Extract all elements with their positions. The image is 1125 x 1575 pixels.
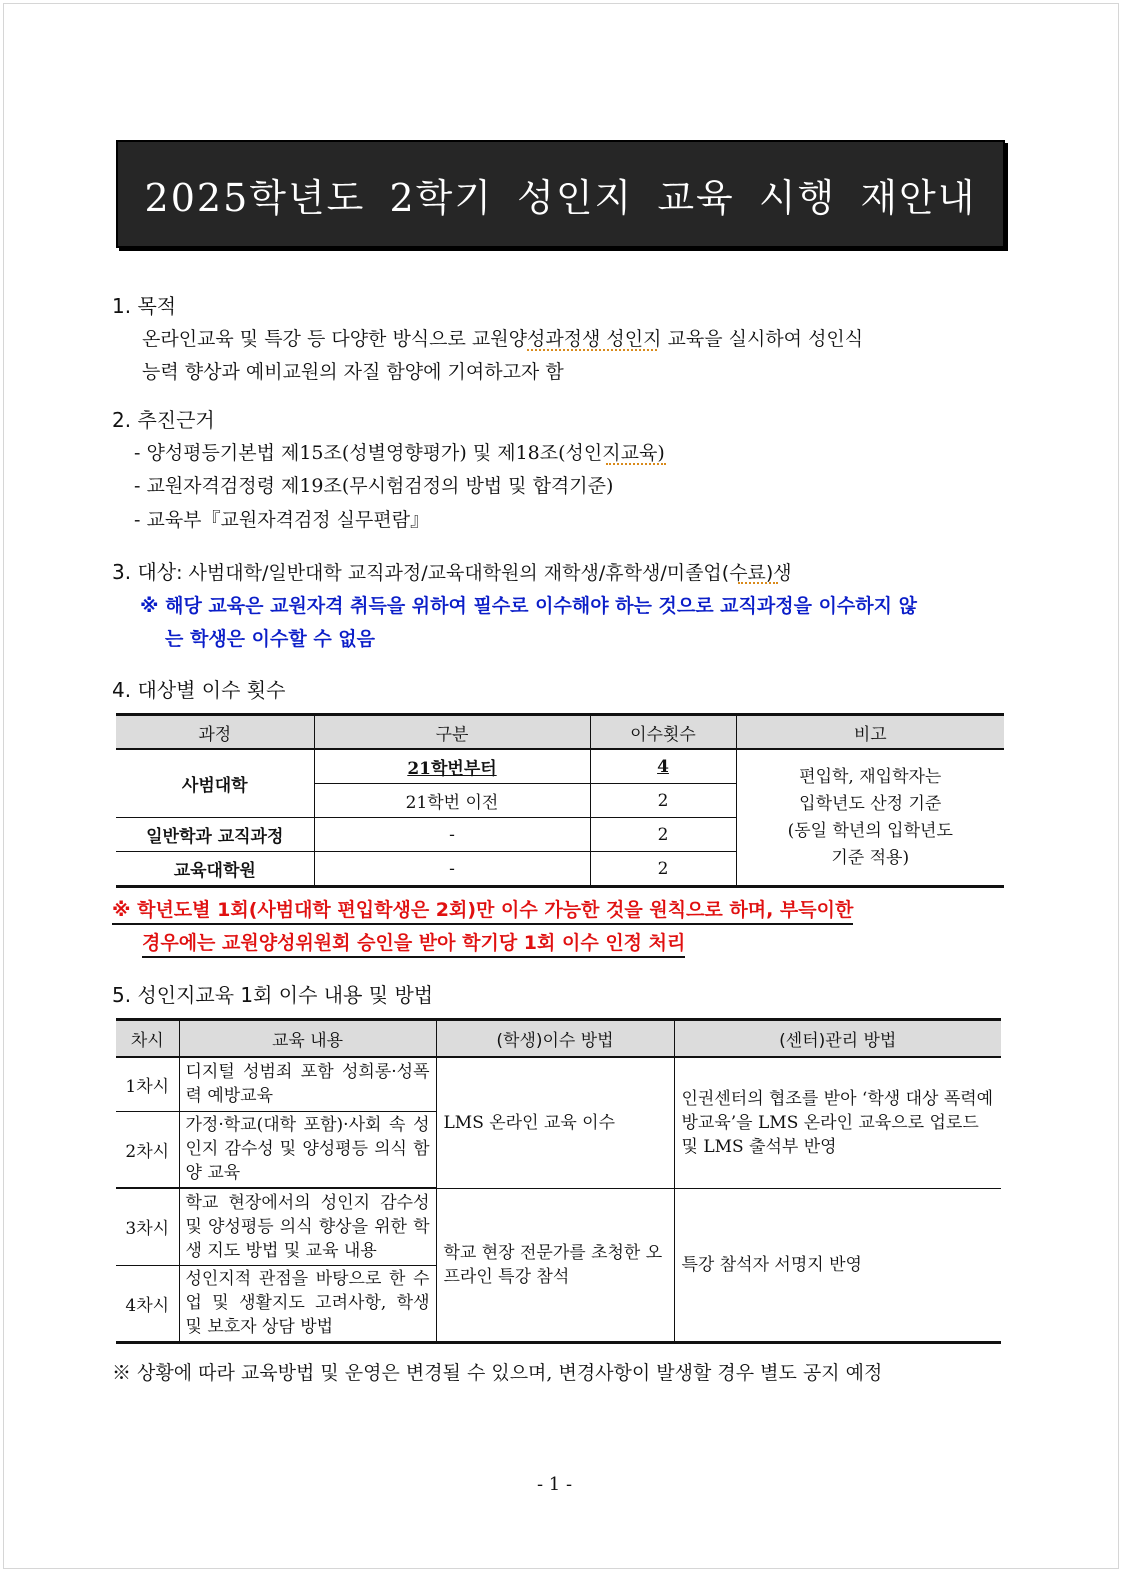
count-underlined: 4	[657, 756, 669, 777]
category-cell: 21학번 이전	[314, 784, 590, 818]
session-cell: 4차시	[116, 1265, 179, 1342]
spellcheck-underline	[606, 460, 666, 465]
center-method-cell: 특강 참석자 서명지 반영	[674, 1188, 1001, 1342]
session-cell: 3차시	[116, 1188, 179, 1265]
section3-label: 3. 대상	[112, 560, 177, 584]
course-cell: 사범대학	[116, 749, 314, 818]
completion-count-table	[116, 713, 1004, 888]
header-center-method: (센터)관리 방법	[674, 1020, 1001, 1058]
student-method-cell: LMS 온라인 교육 이수	[436, 1057, 674, 1188]
header-session: 차시	[116, 1020, 179, 1058]
spellcheck-underline	[527, 346, 657, 351]
section4-note-text1: ※ 학년도별 1회(사범대학 편입학생은 2회)만 이수 가능한 것을 원칙으로 하며, 부득이한	[112, 899, 853, 925]
header-content: 교육 내용	[179, 1020, 436, 1058]
category-underlined: 21학번부터	[407, 759, 497, 779]
section3-heading	[112, 556, 792, 585]
session-cell: 2차시	[116, 1111, 179, 1188]
table-row	[116, 749, 1004, 784]
content-cell: 학교 현장에서의 성인지 감수성 및 양성평등 의식 향상을 위한 학생 지도 방법 및 교육 내용	[179, 1188, 436, 1265]
remark-cell	[736, 749, 1004, 887]
count-cell: 2	[590, 784, 736, 818]
table-row	[116, 1057, 1001, 1111]
section4-heading: 4. 대상별 이수 횟수	[112, 678, 286, 702]
table-row	[116, 1188, 1001, 1265]
content-cell: 가정·학교(대학 포함)·사회 속 성인지 감수성 및 양성평등 의식 함양 교육	[179, 1111, 436, 1188]
course-cell: 교육대학원	[116, 852, 314, 887]
header-course: 과정	[116, 715, 314, 750]
remark-line: 입학년도 산정 기준	[799, 793, 942, 814]
category-cell: -	[314, 852, 590, 887]
table-header-row	[116, 1020, 1001, 1058]
remark-line: 편입학, 재입학자는	[799, 766, 942, 787]
section3-note-line1: ※ 해당 교육은 교원자격 취득을 위하여 필수로 이수해야 하는 것으로 교직과정을 이수하지 않	[140, 595, 917, 617]
content-cell: 디지털 성범죄 포함 성희롱·성폭력 예방교육	[179, 1057, 436, 1111]
page-number: - 1 -	[537, 1474, 573, 1495]
document-title: 2025학년도 2학기 성인지 교육 시행 재안내	[144, 175, 977, 220]
section5-heading: 5. 성인지교육 1회 이수 내용 및 방법	[112, 983, 434, 1007]
spellcheck-underline	[738, 579, 778, 584]
course-cell: 일반학과 교직과정	[116, 818, 314, 852]
category-cell: -	[314, 818, 590, 852]
section2-heading: 2. 추진근거	[112, 408, 215, 432]
section1-line2: 능력 향상과 예비교원의 자질 함양에 기여하고자 함	[142, 361, 564, 383]
table-header-row	[116, 715, 1004, 750]
header-count: 이수횟수	[590, 715, 736, 750]
header-student-method: (학생)이수 방법	[436, 1020, 674, 1058]
remark-line: (동일 학년의 입학년도	[787, 820, 953, 841]
section4-note-line2	[142, 928, 685, 955]
header-remark: 비고	[736, 715, 1004, 750]
student-method-cell: 학교 현장 전문가를 초청한 오프라인 특강 참석	[436, 1188, 674, 1342]
section2-item-1: - 양성평등기본법 제15조(성별영향평가) 및 제18조(성인지교육)	[134, 442, 665, 464]
header-category: 구분	[314, 715, 590, 750]
remark-line: 기준 적용)	[831, 847, 910, 868]
section1-heading: 1. 목적	[112, 294, 177, 318]
section2-item-2: - 교원자격검정령 제19조(무시험검정의 방법 및 합격기준)	[134, 475, 614, 497]
count-cell: 2	[590, 818, 736, 852]
section4-note-line1	[112, 895, 853, 922]
section2-item-3: - 교육부『교원자격검정 실무편람』	[134, 509, 430, 531]
title-box	[116, 140, 1005, 248]
footer-note: ※ 상황에 따라 교육방법 및 운영은 변경될 수 있으며, 변경사항이 발생할 경우 별도 공지 예정	[112, 1362, 883, 1384]
section1-line1: 온라인교육 및 특강 등 다양한 방식으로 교원양성과정생 성인지 교육을 실시하여 성인식	[142, 328, 864, 350]
education-method-table	[116, 1018, 1001, 1344]
section3-note-line2: 는 학생은 이수할 수 없음	[165, 628, 375, 650]
section4-note-text2: 경우에는 교원양성위원회 승인을 받아 학기당 1회 이수 인정 처리	[142, 932, 685, 958]
count-cell	[590, 749, 736, 784]
count-cell: 2	[590, 852, 736, 887]
session-cell: 1차시	[116, 1057, 179, 1111]
content-cell: 성인지적 관점을 바탕으로 한 수업 및 생활지도 고려사항, 학생 및 보호자 상담 방법	[179, 1265, 436, 1342]
category-cell	[314, 749, 590, 784]
center-method-cell: 인권센터의 협조를 받아 ‘학생 대상 폭력예방교육’을 LMS 온라인 교육으로 업로드 및 LMS 출석부 반영	[674, 1057, 1001, 1188]
section3-text: : 사범대학/일반대학 교직과정/교육대학원의 재학생/휴학생/미졸업(수료)생	[176, 562, 792, 584]
